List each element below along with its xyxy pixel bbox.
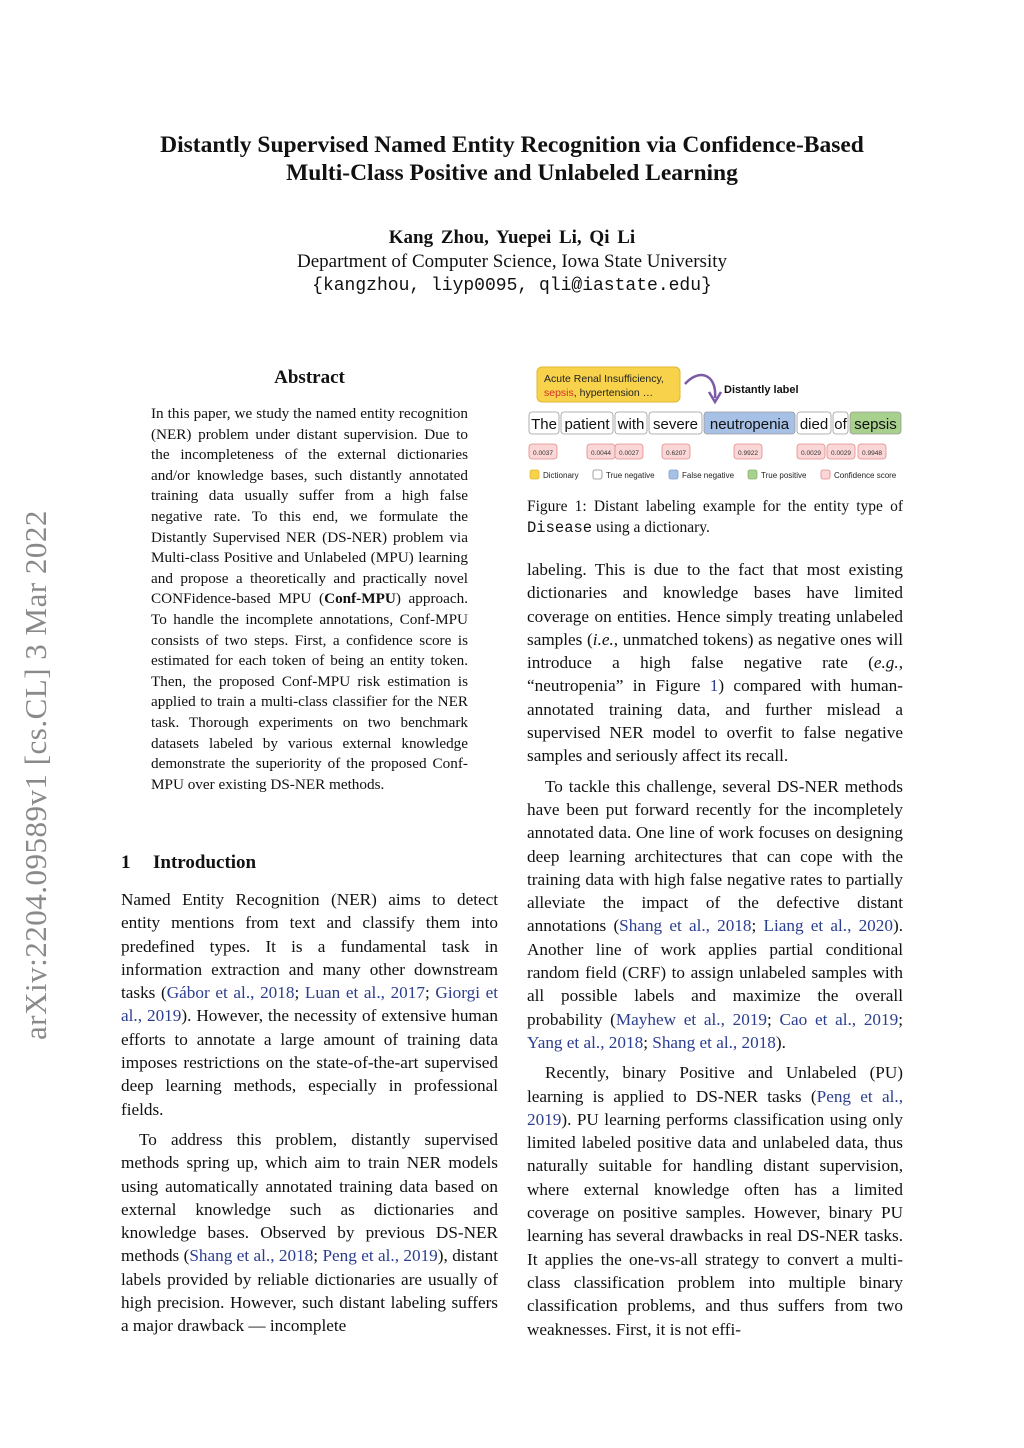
legend-label: Confidence score [834, 471, 897, 480]
citation-link[interactable]: Gábor et al., 2018 [166, 983, 295, 1003]
figure-reference-link[interactable]: 1 [709, 676, 719, 696]
author-names: Kang Zhou, Yuepei Li, Qi Li [388, 227, 636, 248]
confidence-score-value: 0.0037 [533, 450, 553, 457]
author-emails: {kangzhou, liyp0095, qli@iastate.edu} [312, 276, 712, 296]
paragraph-text: ). PU learning performs classification using only limited labeled positive data and unlabeled data, thus naturally suitable for handling distant supervision, where external knowledge often has a limited coverage on positive samples. However, binary PU learning has several drawbacks in real DS-NER tasks. It applies the one-vs-all strategy to convert a multi-class classification problem into multiple binary classification problems, and thus suffers from two weaknesses. First, it is not effi- [527, 1109, 903, 1339]
section-title: Introduction [153, 852, 257, 873]
citation-link[interactable]: Shang et al., 2018 [189, 1246, 314, 1266]
token-with: with [617, 416, 645, 433]
confidence-score-value: 0.0027 [619, 450, 639, 457]
citation-link[interactable]: Mayhew et al., 2019 [615, 1009, 768, 1029]
paragraph-text: Named Entity Recognition (NER) aims to detect entity mentions from text and classify them into predefined types. It is a fundamental task in information extraction and many other downstream tasks ( [121, 890, 498, 1003]
legend-label: Dictionary [543, 471, 579, 480]
token-patient: patient [564, 416, 610, 433]
legend-swatch [748, 470, 757, 479]
affiliation: Department of Computer Science, Iowa State University [296, 251, 727, 272]
right-column-body [527, 558, 903, 1341]
entity-type-disease: Disease [527, 519, 593, 537]
citation-link[interactable]: Peng et al., 2019 [527, 1086, 903, 1129]
paragraph-text: ), distant labels provided by reliable dictionaries are usually of high precision. However, such distant labeling suffers a major drawback — incomplete [121, 1246, 499, 1336]
paragraph-text: labeling. This is due to the fact that most existing dictionaries and knowledge bases have limited coverage on entities. Hence simply treating unlabeled samples ( [527, 560, 903, 649]
dictionary-entries-line-1: Acute Renal Insufficiency, [544, 373, 664, 385]
paragraph-text: , unmatched tokens) as negative ones will introduce a high false negative rate ( [527, 629, 903, 673]
abstract-text: In this paper, we study the named entity recognition (NER) problem under distant supervision. Due to the incompleteness of the external dictionaries and/or knowledge bases, such distantly annotated training data usually suffer from a high false negative rate. To this end, we formulate the Distantly Supervised NER (DS-NER) problem via Multi-class Positive and Unlabeled (MPU) learning and propose a theoretically and practically novel CONFidence-based MPU ( [151, 405, 468, 608]
citation-link[interactable]: Giorgi et al., 2019 [121, 983, 499, 1026]
author-block [120, 226, 904, 298]
intro-paragraph-2: To address this problem, distantly supervised methods spring up, which aim to train NER models using automatically annotated training data based on external knowledge such as dictionaries and knowledge bases. Observed by previous DS-NER methods (Shang et al., 2018; Peng et al., 2019), distant labels provided by reliable dictionaries are usually of high precision. However, such distant labeling suffers a major drawback — incomplete [121, 1129, 499, 1336]
right-paragraph-1 [527, 558, 903, 768]
title-line-2: Multi-Class Positive and Unlabeled Learning [286, 160, 738, 186]
citation-link[interactable]: Luan et al., 2017 [304, 983, 425, 1003]
citation-link[interactable]: Shang et al., 2018 [652, 1032, 776, 1052]
legend-label: False negative [682, 471, 735, 480]
citation-link[interactable]: Yang et al., 2018 [527, 1032, 644, 1052]
caption-text: Figure 1: Distant labeling example for the entity type of [527, 498, 903, 515]
paragraph-text: To address this problem, distantly supervised methods spring up, which aim to train NER models using automatically annotated training data based on external knowledge such as dictionaries and knowledge bases. Observed by previous DS-NER methods ( [121, 1129, 498, 1266]
token-neutropenia: neutropenia [709, 416, 790, 433]
paper-title [120, 131, 904, 187]
distantly-label-text: Distantly label [724, 384, 799, 396]
paragraph-text: ). However, the necessity of extensive human efforts to annotate a large amount of training data imposes restrictions on the state-of-the-art supervised deep learning methods, especially in professional fields. [121, 1006, 498, 1119]
section-number: 1 [121, 852, 131, 873]
legend-swatch [530, 470, 539, 479]
paragraph-text: , “neutropenia” in Figure [527, 653, 903, 696]
citation-link[interactable]: Shang et al., 2018 [619, 916, 752, 936]
legend-swatch [821, 470, 830, 479]
confidence-score-value: 0.9948 [862, 450, 882, 457]
caption-text: using a dictionary. [592, 519, 710, 536]
citation-link[interactable]: Cao et al., 2019 [779, 1009, 899, 1029]
legend-swatch [669, 470, 678, 479]
intro-paragraph-1: Named Entity Recognition (NER) aims to detect entity mentions from text and classify them into predefined types. It is a fundamental task in information extraction and many other downstream tasks (Gábor et al., 2018; Luan et al., 2017; Giorgi et al., 2019). However, the necessity of extensive human efforts to annotate a large amount of training data imposes restrictions on the state-of-the-art supervised deep learning methods, especially in professional fields. [121, 890, 499, 1119]
token-of: of [834, 416, 847, 433]
token-severe: severe [652, 416, 699, 433]
confidence-score-value: 0.9922 [738, 450, 758, 457]
right-paragraph-2: To tackle this challenge, several DS-NER methods have been put forward recently for the incompletely annotated data. One line of work focuses on designing deep learning architectures that can cope with the training data with high false negative rates to partially alleviate the impact of the defective distant annotations (Shang et al., 2018; Liang et al., 2020). Another line of work applies partial conditional random field (CRF) to assign unlabeled samples with all possible labels and maximize the overall probability (Mayhew et al., 2019; Cao et al., 2019; Yang et al., 2018; Shang et al., 2018). [527, 776, 903, 1052]
abstract-heading: Abstract [274, 367, 345, 388]
confidence-score-value: 0.0029 [831, 450, 851, 457]
token-the: The [531, 416, 557, 433]
figure-1 [527, 362, 903, 492]
dictionary-entry-rest: , hypertension … [573, 387, 654, 399]
section-heading-introduction [121, 852, 256, 874]
paragraph-text: To tackle this challenge, several DS-NER methods have been put forward recently for the incompletely annotated data. One line of work focuses on designing deep learning architectures that can cope with the training data with high false negative rates to partially alleviate the impact of the defective distant annotations ( [527, 776, 903, 936]
citation-link[interactable]: Liang et al., 2020 [763, 916, 893, 936]
abstract-method-name: Conf-MPU [324, 590, 396, 608]
token-sepsis: sepsis [854, 416, 897, 433]
arxiv-identifier: arXiv:2204.09589v1 [cs.CL] 3 Mar 2022 [18, 510, 53, 1040]
paragraph-text: ). [775, 1032, 786, 1052]
dictionary-entries-line-2 [544, 387, 653, 399]
confidence-score-value: 0.0044 [591, 450, 611, 457]
paragraph-text: ) compared with human-annotated training data, and further mislead a supervised NER model to overfit to false negative samples and seriously affect its recall. [527, 676, 903, 766]
paragraph-text: Recently, binary Positive and Unlabeled (PU) learning is applied to DS-NER tasks ( [527, 1063, 903, 1106]
score-row [529, 444, 886, 459]
dictionary-entry-sepsis: sepsis [544, 387, 574, 399]
citation-link[interactable]: Peng et al., 2019 [322, 1246, 438, 1266]
legend-label: True negative [606, 471, 655, 480]
abbreviation-ie: i.e. [592, 629, 614, 649]
title-line-1: Distantly Supervised Named Entity Recognition via Confidence-Based [160, 132, 864, 158]
token-died: died [799, 416, 829, 433]
legend [530, 470, 897, 480]
right-paragraph-3 [527, 1061, 903, 1341]
left-column-body [121, 888, 498, 1338]
abbreviation-eg: e.g. [873, 653, 899, 673]
abstract-text: ) approach. To handle the incomplete annotations, Conf-MPU consists of two steps. First, a confidence score is estimated for each token of being an entity token. Then, the proposed Conf-MPU risk estimation is applied to train a multi-class classifier for the NER task. Thorough experiments on two benchmark datasets labeled by various external knowledge demonstrate the superiority of the proposed Conf-MPU over existing DS-NER methods. [151, 590, 468, 793]
token-row [529, 412, 901, 434]
paragraph-text: ). Another line of work applies partial conditional random field (CRF) to assign unlabeled samples with all possible labels and maximize the overall probability ( [527, 916, 903, 1029]
confidence-score-value: 0.0029 [801, 450, 821, 457]
legend-label: True positive [761, 471, 807, 480]
legend-swatch [593, 470, 602, 479]
figure-1-caption [527, 496, 903, 539]
abstract-body [151, 404, 468, 795]
confidence-score-value: 0.6207 [666, 450, 686, 457]
